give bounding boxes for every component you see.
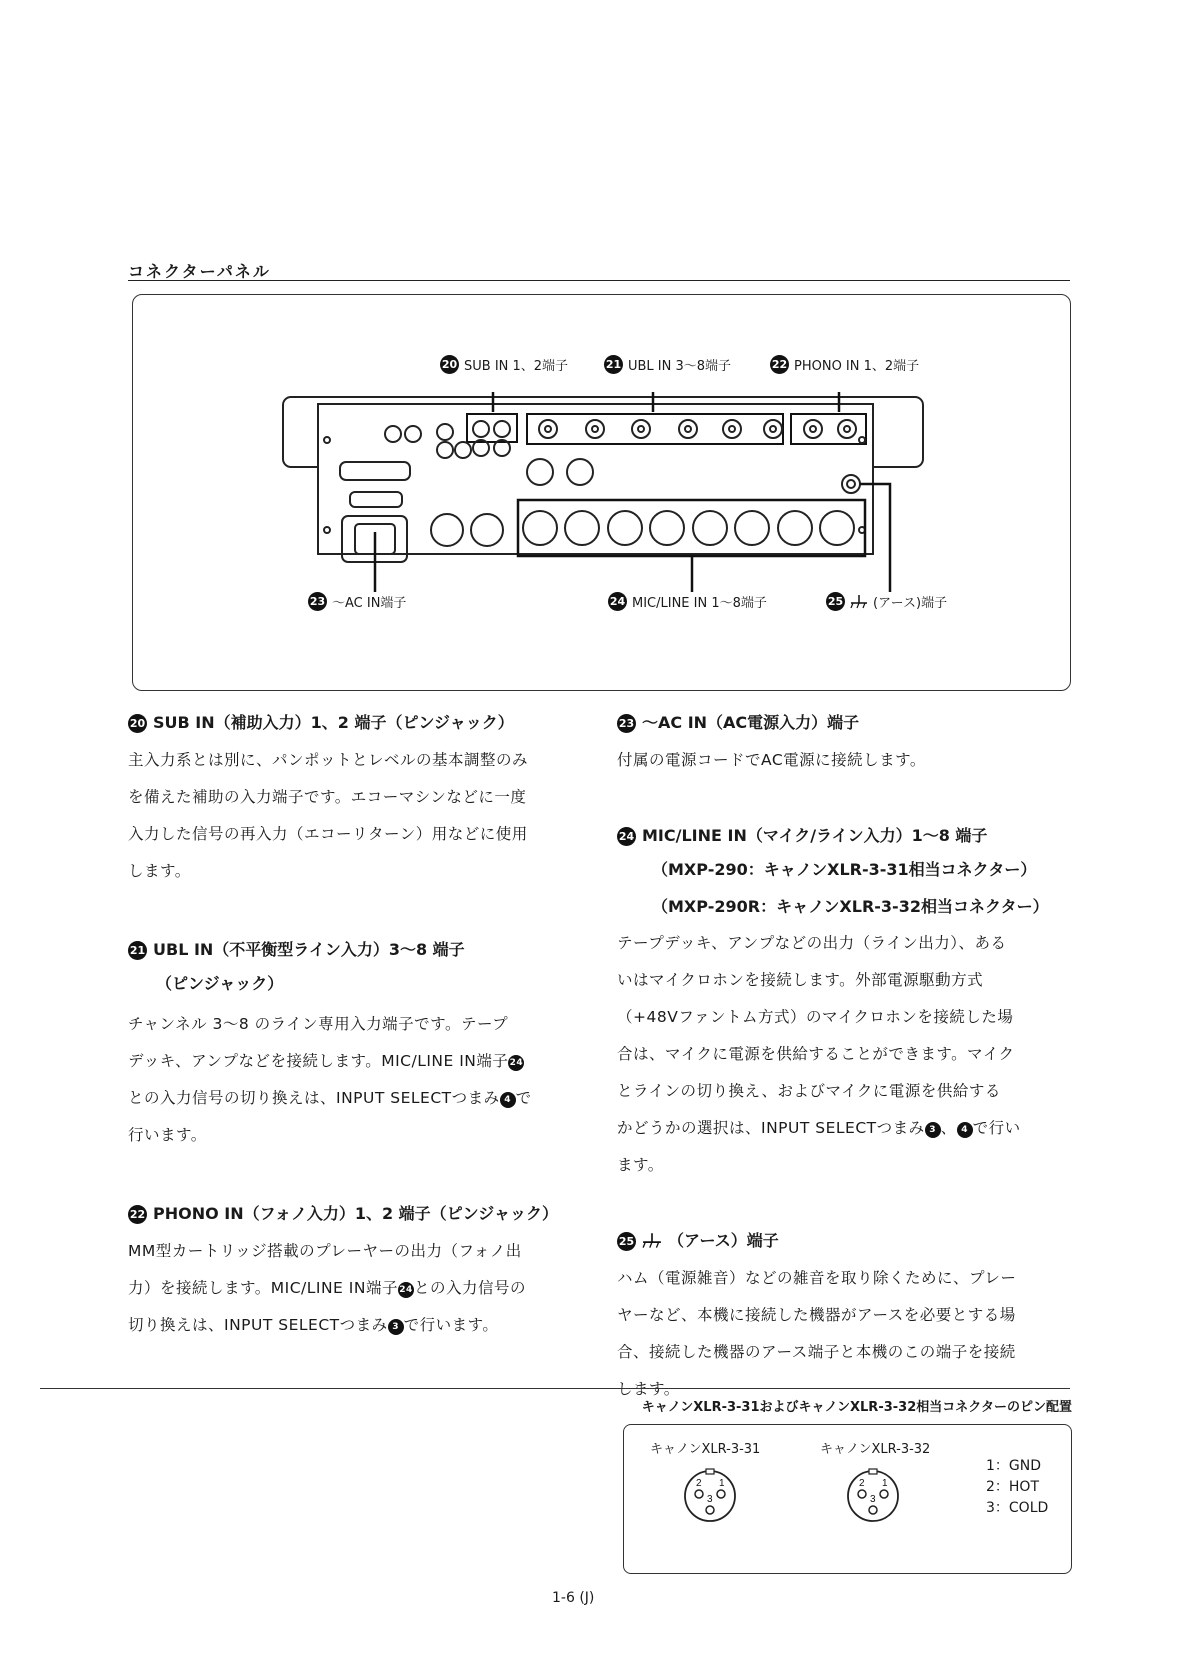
callout-ubl-in <box>604 355 731 374</box>
text-line <box>128 1270 583 1307</box>
text-line: 行います。 <box>128 1126 207 1144</box>
text-line: します。 <box>617 1380 680 1398</box>
text-line: ヤーなど、本機に接続した機器がアースを必要とする場 <box>617 1306 1016 1324</box>
callout-number: 25 <box>826 592 845 611</box>
entry-body <box>128 1006 583 1154</box>
bottom-rule <box>40 1388 1070 1389</box>
entry-body <box>128 742 583 890</box>
entry-mic-line-in <box>617 821 1072 1184</box>
text-line <box>617 1110 1072 1147</box>
entry-subheading: （MXP-290R：キャノンXLR-3-32相当コネクター） <box>652 897 1049 916</box>
text-line: 入力した信号の再入力（エコーリターン）用などに使用 <box>128 825 528 843</box>
legend-item: 1：GND <box>986 1458 1042 1474</box>
text-run: との入力信号の <box>413 1279 526 1297</box>
xlr-3-32-label: キャノンXLR-3-32 <box>820 1442 931 1457</box>
callout-ground <box>826 592 947 611</box>
text-run: で行います。 <box>403 1316 499 1334</box>
rear-panel-drawing <box>280 392 930 592</box>
xlr-3-31-diagram <box>680 1466 740 1526</box>
page-number: 1-6 (J) <box>552 1590 595 1606</box>
entry-number: 20 <box>128 714 147 733</box>
legend-item: 3：COLD <box>986 1500 1049 1516</box>
section-title: コネクターパネル <box>128 262 271 281</box>
pin-3-label: 3 <box>707 1494 713 1505</box>
text-line: とラインの切り換え、およびマイクに電源を供給する <box>617 1082 1001 1100</box>
entry-heading-text: UBL IN（不平衡型ライン入力）3～8 端子 <box>153 940 465 959</box>
ref-badge: 24 <box>508 1055 524 1071</box>
section-rule <box>128 280 1070 281</box>
ref-badge: 3 <box>388 1319 404 1335</box>
text-run: で行い <box>972 1119 1021 1137</box>
pin-config-title: キャノンXLR-3-31およびキャノンXLR-3-32相当コネクターのピン配置 <box>641 1400 1072 1415</box>
text-line: チャンネル 3～8 のライン専用入力端子です。テープ <box>128 1015 509 1033</box>
text-line: MM型カートリッジ搭載のプレーヤーの出力（フォノ出 <box>128 1242 522 1260</box>
text-line <box>128 1307 583 1344</box>
text-line: を備えた補助の入力端子です。エコーマシンなどに一度 <box>128 788 527 806</box>
callout-ac-in <box>308 592 406 611</box>
text-line: 主入力系とは別に、パンポットとレベルの基本調整のみ <box>128 751 529 769</box>
text-line: します。 <box>128 862 191 880</box>
entry-heading-text: （アース）端子 <box>668 1231 779 1250</box>
ref-badge: 4 <box>957 1122 973 1138</box>
callout-sub-in <box>440 355 568 374</box>
entry-body <box>617 925 1072 1184</box>
text-run: 切り換えは、INPUT SELECTつまみ <box>128 1316 388 1334</box>
pin-2-label: 2 <box>696 1478 702 1489</box>
text-line: 合、接続した機器のアース端子と本機のこの端子を接続 <box>617 1343 1016 1361</box>
text-line: いはマイクロホンを接続します。外部電源駆動方式 <box>617 971 984 989</box>
ref-badge: 4 <box>500 1092 516 1108</box>
entry-number: 24 <box>617 827 636 846</box>
entry-heading <box>617 708 1072 738</box>
callout-label: MIC/LINE IN 1～8端子 <box>632 596 767 611</box>
callout-number: 23 <box>308 592 327 611</box>
ref-badge: 24 <box>398 1282 414 1298</box>
left-column <box>128 708 583 1344</box>
text-line: （+48Vファントム方式）のマイクロホンを接続した場 <box>617 1008 1014 1026</box>
entry-heading-text: MIC/LINE IN（マイク/ライン入力）1～8 端子 <box>642 826 988 845</box>
text-run: で <box>515 1089 532 1107</box>
entry-number: 21 <box>128 941 147 960</box>
callout-number: 24 <box>608 592 627 611</box>
entry-subheading: （MXP-290：キャノンXLR-3-31相当コネクター） <box>652 860 1037 879</box>
callout-label: PHONO IN 1、2端子 <box>794 359 920 374</box>
entry-ground <box>617 1226 1072 1408</box>
ref-badge: 3 <box>925 1122 941 1138</box>
text-line: テープデッキ、アンプなどの出力（ライン出力）、ある <box>617 934 1007 952</box>
text-line: 付属の電源コードでAC電源に接続します。 <box>617 751 926 769</box>
text-line: ハム（電源雑音）などの雑音を取り除くために、プレー <box>617 1269 1017 1287</box>
callout-number: 20 <box>440 355 459 374</box>
callout-label: UBL IN 3～8端子 <box>628 359 732 374</box>
entry-heading-text: SUB IN（補助入力）1、2 端子（ピンジャック） <box>153 713 514 732</box>
entry-body <box>128 1233 583 1344</box>
ground-icon <box>850 594 868 610</box>
text-run: 力）を接続します。MIC/LINE IN端子 <box>128 1279 398 1297</box>
text-run: かどうかの選択は、INPUT SELECTつまみ <box>617 1119 925 1137</box>
text-line <box>128 1080 583 1117</box>
pin-2-label: 2 <box>859 1478 865 1489</box>
text-line: 合は、マイクに電源を供給することができます。マイク <box>617 1045 1015 1063</box>
text-run: 、 <box>940 1119 957 1137</box>
entry-body <box>617 1260 1072 1408</box>
callout-mic-line-in <box>608 592 767 611</box>
entry-sub-in <box>128 708 583 890</box>
entry-phono-in <box>128 1199 583 1344</box>
entry-heading <box>128 935 583 965</box>
entry-heading-text: ～AC IN（AC電源入力）端子 <box>642 713 860 732</box>
pin-1-label: 1 <box>719 1478 725 1489</box>
callout-label: (アース)端子 <box>873 596 948 611</box>
text-line <box>128 1043 583 1080</box>
callout-label: SUB IN 1、2端子 <box>464 359 569 374</box>
entry-heading <box>617 821 1072 851</box>
callout-label: ～AC IN端子 <box>332 596 407 611</box>
ground-icon <box>642 1232 662 1250</box>
right-column <box>617 708 1072 1408</box>
entry-subheading: （ピンジャック） <box>156 974 284 993</box>
xlr-3-31-label: キャノンXLR-3-31 <box>650 1442 761 1457</box>
callout-number: 21 <box>604 355 623 374</box>
text-run: との入力信号の切り換えは、INPUT SELECTつまみ <box>128 1089 500 1107</box>
pin-1-label: 1 <box>882 1478 888 1489</box>
callout-phono-in <box>770 355 919 374</box>
entry-number: 23 <box>617 714 636 733</box>
entry-heading <box>128 708 583 738</box>
entry-number: 25 <box>617 1232 636 1251</box>
legend-item: 2：HOT <box>986 1479 1040 1495</box>
pin-3-label: 3 <box>870 1494 876 1505</box>
xlr-3-32-diagram <box>843 1466 903 1526</box>
entry-ac-in <box>617 708 1072 779</box>
entry-body <box>617 742 1072 779</box>
entry-heading-text: PHONO IN（フォノ入力）1、2 端子（ピンジャック） <box>153 1204 558 1223</box>
callout-number: 22 <box>770 355 789 374</box>
pin-legend <box>986 1456 1048 1519</box>
entry-ubl-in <box>128 935 583 1154</box>
entry-heading <box>128 1199 583 1229</box>
entry-number: 22 <box>128 1205 147 1224</box>
text-run: デッキ、アンプなどを接続します。MIC/LINE IN端子 <box>128 1052 509 1070</box>
entry-heading <box>617 1226 1072 1256</box>
text-line: ます。 <box>617 1156 664 1174</box>
